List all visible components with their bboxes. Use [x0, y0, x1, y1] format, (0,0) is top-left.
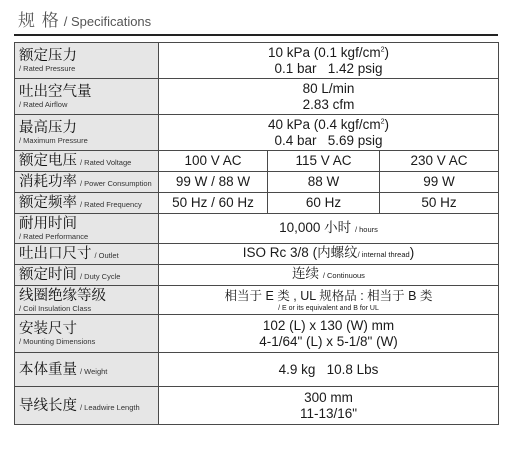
row-label: 消耗功率 / Power Consumption — [15, 172, 159, 193]
row-value: 40 kPa (0.4 kgf/$cm^2$) 0.4 bar 5.69 psig — [159, 115, 499, 151]
row-value: 10 kPa (0.1 kgf/$cm^2$) 0.1 bar 1.42 psig — [159, 43, 499, 79]
frequency-value: 60 Hz — [268, 193, 380, 214]
table-row — [15, 353, 499, 387]
row-value: 相当于 E 类 , UL 规格品 : 相当于 B 类 / E or its equivalent and B for UL — [159, 286, 499, 315]
table-row — [15, 115, 499, 151]
row-value: 10,000 小时 / hours — [159, 214, 499, 244]
row-value: 4.9 kg 10.8 Lbs — [159, 353, 499, 387]
row-label: 安装尺寸 / Mounting Dimensions — [15, 315, 159, 353]
voltage-value: 230 V AC — [380, 151, 499, 172]
power-value: 99 W / 88 W — [159, 172, 268, 193]
row-value: 80 L/min 2.83 cfm — [159, 79, 499, 115]
row-value: 300 mm 11-13/16" — [159, 387, 499, 425]
page-title — [18, 6, 151, 32]
table-row — [15, 79, 499, 115]
frequency-value: 50 Hz / 60 Hz — [159, 193, 268, 214]
table-row — [15, 387, 499, 425]
spec-table — [14, 42, 499, 425]
frequency-value: 50 Hz — [380, 193, 499, 214]
table-row — [15, 172, 499, 193]
row-label: 额定压力 / Rated Pressure — [15, 43, 159, 79]
row-value: ISO Rc 3/8 (内螺纹/ internal thread) — [159, 244, 499, 265]
power-value: 88 W — [268, 172, 380, 193]
row-value: 102 (L) x 130 (W) mm 4-1/64" (L) x 5-1/8" (W) — [159, 315, 499, 353]
row-label: 本体重量 / Weight — [15, 353, 159, 387]
table-row — [15, 151, 499, 172]
table-row — [15, 193, 499, 214]
title-divider — [14, 34, 498, 36]
row-label: 额定时间 / Duty Cycle — [15, 265, 159, 286]
table-row — [15, 286, 499, 315]
row-label: 耐用时间 / Rated Performance — [15, 214, 159, 244]
voltage-value: 100 V AC — [159, 151, 268, 172]
row-label: 导线长度 / Leadwire Length — [15, 387, 159, 425]
table-row — [15, 265, 499, 286]
table-row — [15, 43, 499, 79]
title-cn: 规 格 — [18, 11, 60, 30]
row-label: 额定电压 / Rated Voltage — [15, 151, 159, 172]
title-en: / Specifications — [63, 14, 152, 29]
row-value: 连续 / Continuous — [159, 265, 499, 286]
voltage-value: 115 V AC — [268, 151, 380, 172]
table-row — [15, 244, 499, 265]
row-label: 最高压力 / Maximum Pressure — [15, 115, 159, 151]
row-label: 吐出口尺寸 / Outlet — [15, 244, 159, 265]
row-label: 吐出空气量 / Rated Airflow — [15, 79, 159, 115]
table-row — [15, 214, 499, 244]
power-value: 99 W — [380, 172, 499, 193]
table-row — [15, 315, 499, 353]
row-label: 线圈绝缘等级 / Coil Insulation Class — [15, 286, 159, 315]
row-label: 额定频率 / Rated Frequency — [15, 193, 159, 214]
